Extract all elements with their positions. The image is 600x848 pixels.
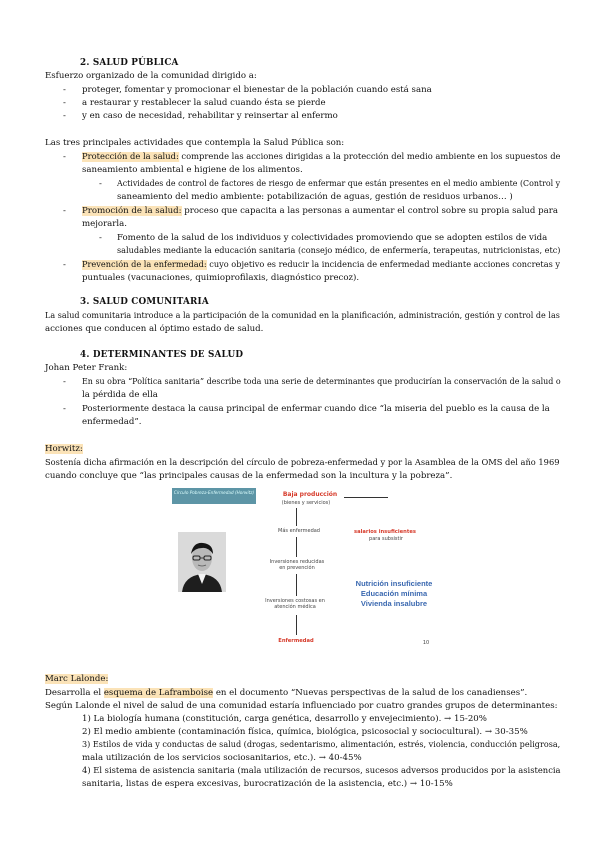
bullet-text: enfermedad”. bbox=[82, 417, 142, 427]
bullet-text: proteger, fomentar y promocionar el bienestar de la población cuando está sana bbox=[82, 85, 432, 95]
activity-text: cuyo objetivo es reducir la incidencia de enfermedad mediante acciones concretas y bbox=[206, 260, 561, 270]
highlight-label: Marc Lalonde: bbox=[45, 674, 109, 684]
label-salarios: salarios insuficientes bbox=[354, 529, 416, 535]
label-mas-enfermedad: Más enfermedad bbox=[278, 528, 320, 534]
determinant-item: 1) La biología humana (constitución, carga genética, desarrollo y envejecimiento). → 15-20% bbox=[82, 714, 487, 724]
activity-text-line: mejorarla. bbox=[82, 219, 128, 229]
determinant-item: sanitaria, listas de espera excesivas, burocratización de la asistencia, etc.) → 10-15% bbox=[82, 779, 453, 789]
bullet-text: Posteriormente destaca la causa principal de enfermar cuando dice “la miseria del pueblo es la causa de la bbox=[82, 404, 550, 414]
horwitz-label bbox=[45, 443, 83, 455]
text-span: en el documento “Nuevas perspectivas de la salud de los canadienses”. bbox=[213, 688, 528, 698]
highlight-label: Protección de la salud: bbox=[82, 152, 179, 162]
highlight-label: Horwitz: bbox=[45, 444, 83, 454]
label-bienes-servicios: (bienes y servicios) bbox=[281, 500, 331, 506]
highlight-label: Prevención de la enfermedad: bbox=[82, 260, 207, 270]
activity-prevencion bbox=[82, 259, 560, 271]
paragraph: Sostenía dicha afirmación en la descripción del círculo de pobreza-enfermedad y por la Asamblea de la OMS del año 1969 bbox=[45, 458, 560, 468]
paragraph: acciones que conducen al óptimo estado de salud. bbox=[45, 324, 264, 334]
sub-bullet-text: Actividades de control de factores de riesgo de enfermar que están presentes en el medio ambiente (Control y bbox=[117, 179, 561, 189]
label-inversiones-prevencion: Inversiones reducidas en prevención bbox=[269, 559, 325, 571]
bullet-text: En su obra “Política sanitaria” describe toda una serie de determinantes que producirían la conservación de la salud o bbox=[82, 377, 561, 387]
sub-bullet-dash: - bbox=[99, 179, 102, 189]
label-nutricion: Nutrición insuficiente bbox=[355, 579, 433, 588]
paragraph: La salud comunitaria introduce a la participación de la comunidad en la planificación, administración, gestión y control de las bbox=[45, 311, 560, 321]
bullet-dash: - bbox=[63, 260, 66, 270]
label-vivienda: Vivienda insalubre bbox=[360, 599, 428, 608]
diagram-title-box: Círculo Pobreza-Enfermedad (Horwitz) bbox=[172, 488, 256, 504]
bullet-dash: - bbox=[63, 377, 66, 387]
section-heading-salud-publica: 2. SALUD PÚBLICA bbox=[80, 58, 179, 68]
text-span: Desarrolla el bbox=[45, 688, 104, 698]
label-enfermedad: Enfermedad bbox=[278, 638, 314, 644]
label-para-subsistir: para subsistir bbox=[369, 536, 403, 542]
label-educacion: Educación mínima bbox=[360, 589, 428, 598]
section-heading-determinantes: 4. DETERMINANTES DE SALUD bbox=[80, 350, 244, 360]
label-baja-produccion: Baja producción bbox=[282, 491, 338, 498]
label-inversiones-atencion: Inversiones costosas en atención médica bbox=[265, 598, 325, 610]
lalonde-label bbox=[45, 673, 108, 685]
activity-text: proceso que capacita a las personas a aumentar el control sobre su propia salud para bbox=[181, 206, 558, 216]
determinant-item: 2) El medio ambiente (contaminación física, química, biológica, psicosocial y sociocultural). → 30-35% bbox=[82, 727, 528, 737]
paragraph bbox=[45, 687, 527, 699]
connector-line bbox=[296, 508, 297, 526]
bullet-text: y en caso de necesidad, rehabilitar y reinsertar al enfermo bbox=[82, 111, 338, 121]
determinant-item: 3) Estilos de vida y conductas de salud (drogas, sedentarismo, alimentación, estrés, violencia, conducción peligrosa, bbox=[82, 740, 561, 750]
activity-text: comprende las acciones dirigidas a la protección del medio ambiente en los supuestos de bbox=[178, 152, 561, 162]
author-name: Johan Peter Frank: bbox=[45, 363, 128, 373]
highlight-label: Promoción de la salud: bbox=[82, 206, 182, 216]
activity-promocion bbox=[82, 205, 558, 217]
connector-line bbox=[344, 497, 388, 498]
sub-bullet-text: saludables mediante la educación sanitaria (consejo médico, de enfermería, terapeutas, nutricionistas, etc) bbox=[117, 246, 561, 256]
activity-proteccion bbox=[82, 151, 560, 163]
sub-bullet-dash: - bbox=[99, 233, 102, 243]
connector-line bbox=[296, 615, 297, 635]
sub-bullet-text: Fomento de la salud de los individuos y colectividades promoviendo que se adopten estilos de vida bbox=[117, 233, 548, 243]
connector-line bbox=[296, 537, 297, 557]
slide-page-number: 10 bbox=[422, 640, 430, 646]
portrait-illustration bbox=[178, 532, 226, 592]
bullet-text: la pérdida de ella bbox=[82, 390, 158, 400]
connector-line bbox=[296, 574, 297, 596]
determinant-item: 4) El sistema de asistencia sanitaria (mala utilización de recursos, sucesos adversos producidos por la asistencia bbox=[82, 766, 561, 776]
bullet-text: a restaurar y restablecer la salud cuando ésta se pierde bbox=[82, 98, 326, 108]
bullet-dash: - bbox=[63, 111, 66, 121]
bullet-dash: - bbox=[63, 206, 66, 216]
bullet-dash: - bbox=[63, 152, 66, 162]
bullet-dash: - bbox=[63, 404, 66, 414]
determinant-item: mala utilización de los servicios sociosanitarios, etc.). → 40-45% bbox=[82, 753, 362, 763]
sub-bullet-text: saneamiento del medio ambiente: potabilización de aguas, gestión de residuos urbanos… ) bbox=[117, 192, 513, 202]
paragraph: Las tres principales actividades que contempla la Salud Pública son: bbox=[45, 138, 345, 148]
portrait-photo bbox=[178, 532, 226, 592]
poverty-disease-diagram bbox=[172, 488, 442, 658]
paragraph: cuando concluye que “las principales causas de la enfermedad son la incultura y la pobreza”. bbox=[45, 471, 453, 481]
bullet-dash: - bbox=[63, 98, 66, 108]
paragraph: Según Lalonde el nivel de salud de una comunidad estaría influenciado por cuatro grandes grupos de determinantes: bbox=[45, 701, 558, 711]
section-heading-salud-comunitaria: 3. SALUD COMUNITARIA bbox=[80, 297, 209, 307]
activity-text-line: saneamiento ambiental e higiene de los alimentos. bbox=[82, 165, 303, 175]
paragraph: Esfuerzo organizado de la comunidad dirigido a: bbox=[45, 71, 257, 81]
activity-text-line: puntuales (vacunaciones, quimioprofilaxis, diagnóstico precoz). bbox=[82, 273, 360, 283]
bullet-dash: - bbox=[63, 85, 66, 95]
highlight-text: esquema de Laframboise bbox=[103, 688, 214, 698]
